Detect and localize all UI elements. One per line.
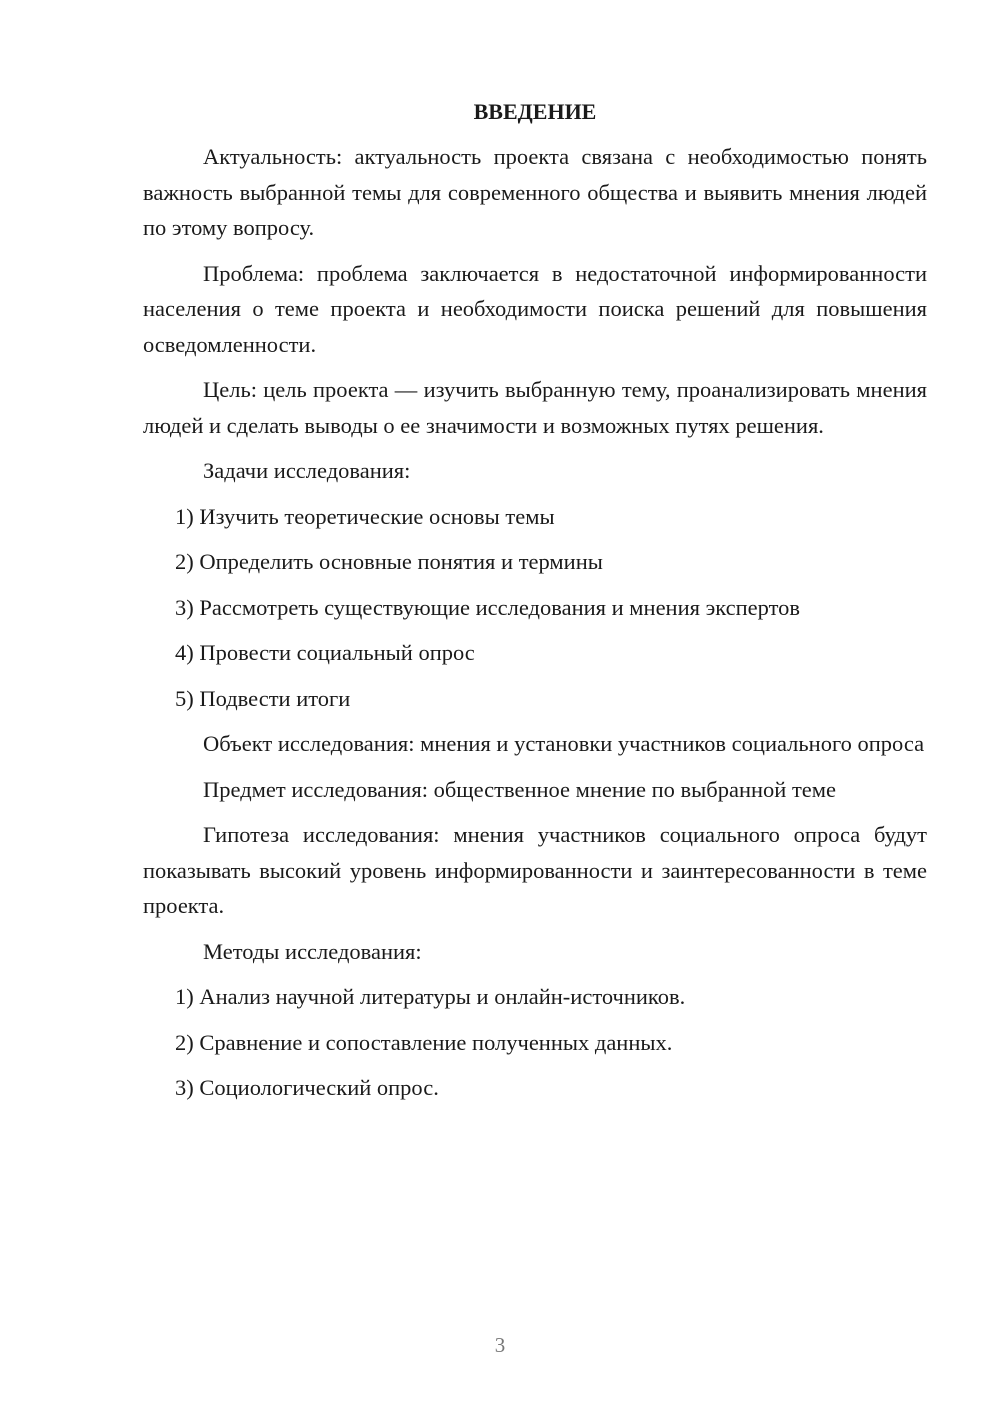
task-item: 3) Рассмотреть существующие исследования и мнения экспертов xyxy=(175,594,801,620)
problem-paragraph: Проблема: проблема заключается в недостаточной информированности населения о теме проекта и необходимости поиска решений для повышения осведомленности. xyxy=(143,260,927,357)
subject-paragraph: Предмет исследования: общественное мнение по выбранной теме xyxy=(203,776,836,802)
method-item: 2) Сравнение и сопоставление полученных данных. xyxy=(175,1029,673,1055)
method-item: 1) Анализ научной литературы и онлайн-источников. xyxy=(175,984,686,1009)
method-item: 3) Социологический опрос. xyxy=(175,1075,439,1100)
page-number: 3 xyxy=(494,1333,506,1357)
task-item: 2) Определить основные понятия и термины xyxy=(175,549,603,574)
section-title: ВВЕДЕНИЕ xyxy=(473,99,597,124)
object-paragraph: Объект исследования: мнения и установки участников социального опроса xyxy=(203,731,925,756)
methods-heading: Методы исследования: xyxy=(203,938,422,964)
task-item: 4) Провести социальный опрос xyxy=(175,640,475,665)
hypothesis-paragraph: Гипотеза исследования: мнения участников социального опроса будут показывать высокий уровень информированности и заинтересованности в теме проекта. xyxy=(143,822,927,918)
task-item: 1) Изучить теоретические основы темы xyxy=(175,503,555,529)
tasks-heading: Задачи исследования: xyxy=(203,458,411,483)
task-item: 5) Подвести итоги xyxy=(175,685,351,711)
goal-paragraph: Цель: цель проекта — изучить выбранную тему, проанализировать мнения людей и сделать выводы о ее значимости и возможных путях решения. xyxy=(143,377,927,438)
page-content xyxy=(143,94,927,1116)
relevance-paragraph: Актуальность: актуальность проекта связана с необходимостью понять важность выбранной темы для современного общества и выявить мнения людей по этому вопросу. xyxy=(143,144,927,240)
